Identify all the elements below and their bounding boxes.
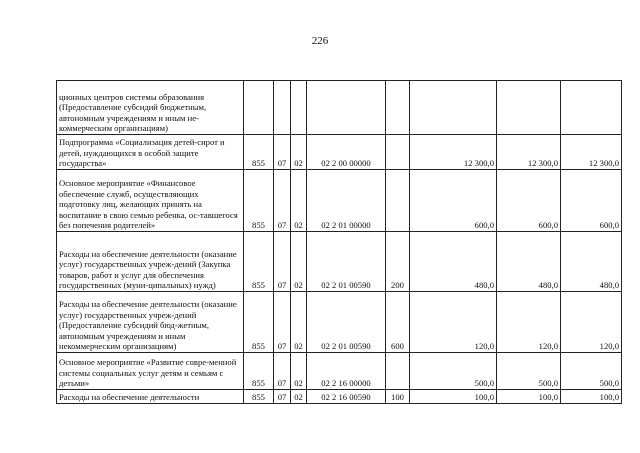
subsection-code — [291, 81, 307, 135]
row-name: Расходы на обеспечение деятельности — [57, 390, 244, 404]
ministry-code: 855 — [244, 232, 274, 292]
expense-type-code: 200 — [386, 232, 410, 292]
amount-year-1: 12 300,0 — [410, 135, 497, 170]
row-name: ционных центров системы образования (Предоставление субсидий бюджетным, автономным учреждениям и иным не-коммерческим организациям) — [57, 81, 244, 135]
amount-year-2: 100,0 — [497, 390, 561, 404]
amount-year-2 — [497, 81, 561, 135]
section-code: 07 — [274, 135, 291, 170]
subsection-code: 02 — [291, 353, 307, 390]
amount-year-3: 600,0 — [561, 170, 622, 232]
amount-year-1: 100,0 — [410, 390, 497, 404]
target-code: 02 2 16 00590 — [307, 390, 386, 404]
budget-table — [56, 80, 622, 404]
amount-year-2: 12 300,0 — [497, 135, 561, 170]
amount-year-3: 12 300,0 — [561, 135, 622, 170]
amount-year-1: 480,0 — [410, 232, 497, 292]
section-code: 07 — [274, 292, 291, 353]
expense-type-code — [386, 353, 410, 390]
row-name: Основное мероприятие «Финансовое обеспечение служб, осуществляющих подготовку лиц, желающих принять на воспитание в свою семью ребенка, ос-тавшегося без попечения родителей» — [57, 170, 244, 232]
ministry-code: 855 — [244, 292, 274, 353]
table-row — [57, 170, 622, 232]
amount-year-3: 120,0 — [561, 292, 622, 353]
subsection-code: 02 — [291, 232, 307, 292]
amount-year-2: 480,0 — [497, 232, 561, 292]
subsection-code: 02 — [291, 292, 307, 353]
table-row — [57, 135, 622, 170]
amount-year-3 — [561, 81, 622, 135]
target-code: 02 2 01 00590 — [307, 232, 386, 292]
subsection-code: 02 — [291, 170, 307, 232]
row-name: Подпрограмма «Социализация детей-сирот и детей, нуждающихся в особой защите государства» — [57, 135, 244, 170]
ministry-code: 855 — [244, 135, 274, 170]
amount-year-1: 120,0 — [410, 292, 497, 353]
ministry-code — [244, 81, 274, 135]
expense-type-code: 100 — [386, 390, 410, 404]
amount-year-3: 480,0 — [561, 232, 622, 292]
section-code: 07 — [274, 170, 291, 232]
expense-type-code: 600 — [386, 292, 410, 353]
row-name: Расходы на обеспечение деятельности (оказание услуг) государственных учреж-дений (Закупка товаров, работ и услуг для обеспечения государственных (муни-ципальных) нужд) — [57, 232, 244, 292]
table-row — [57, 232, 622, 292]
amount-year-2: 600,0 — [497, 170, 561, 232]
target-code — [307, 81, 386, 135]
row-name: Основное мероприятие «Развитие совре-менной системы социальных услуг детям и семьям с детьми» — [57, 353, 244, 390]
expense-type-code — [386, 81, 410, 135]
table-row — [57, 353, 622, 390]
subsection-code: 02 — [291, 390, 307, 404]
amount-year-1: 500,0 — [410, 353, 497, 390]
target-code: 02 2 01 00590 — [307, 292, 386, 353]
table-row — [57, 292, 622, 353]
table-row — [57, 81, 622, 135]
expense-type-code — [386, 170, 410, 232]
amount-year-1: 600,0 — [410, 170, 497, 232]
ministry-code: 855 — [244, 390, 274, 404]
row-name: Расходы на обеспечение деятельности (оказание услуг) государственных учреж-дений (Предоставление субсидий бюд-жетным, автономным учреждениям и иным некоммерческим организациям) — [57, 292, 244, 353]
section-code: 07 — [274, 232, 291, 292]
amount-year-3: 500,0 — [561, 353, 622, 390]
amount-year-3: 100,0 — [561, 390, 622, 404]
amount-year-2: 120,0 — [497, 292, 561, 353]
amount-year-2: 500,0 — [497, 353, 561, 390]
amount-year-1 — [410, 81, 497, 135]
page-number: 226 — [311, 35, 329, 47]
ministry-code: 855 — [244, 170, 274, 232]
expense-type-code — [386, 135, 410, 170]
target-code: 02 2 01 00000 — [307, 170, 386, 232]
subsection-code: 02 — [291, 135, 307, 170]
ministry-code: 855 — [244, 353, 274, 390]
target-code: 02 2 16 00000 — [307, 353, 386, 390]
section-code: 07 — [274, 390, 291, 404]
section-code: 07 — [274, 353, 291, 390]
section-code — [274, 81, 291, 135]
target-code: 02 2 00 00000 — [307, 135, 386, 170]
table-row — [57, 390, 622, 404]
